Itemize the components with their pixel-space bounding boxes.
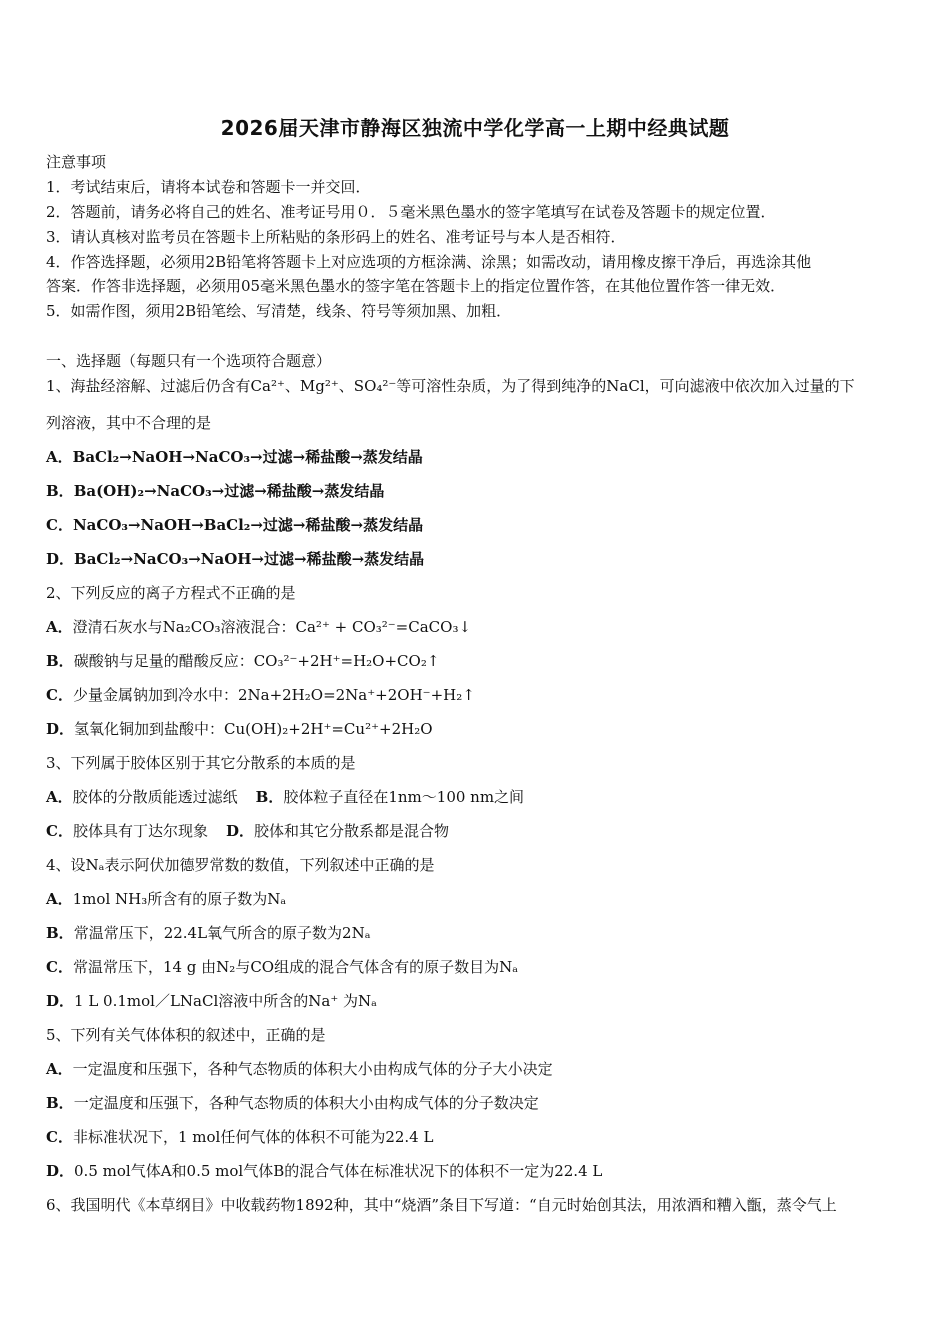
question-6-stem: 6、我国明代《本草纲目》中收载药物1892种，其中“烧酒”条目下写道：“自元时始创其法，用浓酒和糟入甑，蒸令气上 — [46, 1196, 837, 1214]
option-text: 胶体和其它分散系都是混合物 — [253, 822, 449, 840]
question-1-option-c — [46, 515, 423, 535]
question-1-stem-cont: 列溶液，其中不合理的是 — [46, 414, 212, 432]
option-text: BaCl₂→NaCO₃→NaOH→过滤→稀盐酸→蒸发结晶 — [74, 550, 425, 568]
question-1-option-d — [46, 549, 424, 569]
question-4-option-c — [46, 957, 518, 977]
notice-item-5: 5．如需作图，须用2B铅笔绘、写清楚，线条、符号等须加黑、加粗． — [46, 302, 512, 320]
notice-heading: 注意事项 — [46, 153, 107, 171]
option-text: 一定温度和压强下，各种气态物质的体积大小由构成气体的分子数决定 — [73, 1094, 539, 1112]
notice-item-4-cont: 答案．作答非选择题，必须用05毫米黑色墨水的签字笔在答题卡上的指定位置作答，在其他位置作答一律无效． — [46, 277, 786, 295]
question-4-option-d — [46, 991, 377, 1011]
option-label: A． — [46, 890, 73, 908]
notice-item-2: 2．答题前，请务必将自己的姓名、准考证号用０．５毫米黑色墨水的签字笔填写在试卷及答题卡的规定位置． — [46, 203, 776, 221]
option-label: C． — [46, 516, 73, 534]
option-text: 1 L 0.1mol／LNaCl溶液中所含的Na⁺ 为Nₐ — [74, 992, 377, 1010]
question-2-option-d — [46, 719, 433, 739]
question-5-option-c — [46, 1127, 433, 1147]
option-label: B． — [46, 924, 74, 942]
notice-item-4: 4．作答选择题，必须用2B铅笔将答题卡上对应选项的方框涂满、涂黑；如需改动，请用橡皮擦干净后，再选涂其他 — [46, 253, 812, 271]
question-4-option-b — [46, 923, 371, 943]
option-text: 胶体具有丁达尔现象 — [72, 822, 208, 840]
option-text: NaCO₃→NaOH→BaCl₂→过滤→稀盐酸→蒸发结晶 — [72, 516, 424, 534]
option-label: D． — [46, 550, 75, 568]
option-text: 澄清石灰水与Na₂CO₃溶液混合：Ca²⁺ + CO₃²⁻=CaCO₃↓ — [72, 618, 472, 636]
option-text: 胶体粒子直径在1nm～100 nm之间 — [283, 788, 525, 806]
section-heading: 一、选择题（每题只有一个选项符合题意） — [46, 352, 332, 370]
option-label: D． — [46, 720, 75, 738]
option-text: BaCl₂→NaOH→NaCO₃→过滤→稀盐酸→蒸发结晶 — [72, 448, 423, 466]
option-text: 0.5 mol气体A和0.5 mol气体B的混合气体在标准状况下的体积不一定为22.4 L — [74, 1162, 603, 1180]
question-5-option-b — [46, 1093, 539, 1113]
notice-item-3: 3．请认真核对监考员在答题卡上所粘贴的条形码上的姓名、准考证号与本人是否相符． — [46, 228, 626, 246]
option-text: 一定温度和压强下，各种气态物质的体积大小由构成气体的分子大小决定 — [72, 1060, 553, 1078]
option-label: A． — [46, 448, 73, 466]
question-2-option-a — [46, 617, 471, 637]
question-2-option-c — [46, 685, 475, 705]
option-label: A． — [46, 618, 73, 636]
option-text: 氢氧化铜加到盐酸中：Cu(OH)₂+2H⁺=Cu²⁺+2H₂O — [74, 720, 433, 738]
option-label: C． — [46, 686, 73, 704]
option-label: B． — [255, 788, 284, 806]
option-label: C． — [46, 822, 73, 840]
question-4-stem: 4、设Nₐ表示阿伏加德罗常数的数值，下列叙述中正确的是 — [46, 856, 435, 874]
question-2-stem: 2、下列反应的离子方程式不正确的是 — [46, 584, 296, 602]
option-text: 碳酸钠与足量的醋酸反应：CO₃²⁻+2H⁺=H₂O+CO₂↑ — [73, 652, 440, 670]
question-1-stem: 1、海盐经溶解、过滤后仍含有Ca²⁺、Mg²⁺、SO₄²⁻等可溶性杂质，为了得到纯净的NaCl，可向滤液中依次加入过量的下 — [46, 377, 855, 395]
option-text: 常温常压下，22.4L氧气所含的原子数为2Nₐ — [73, 924, 371, 942]
page-title: 2026届天津市静海区独流中学化学高一上期中经典试题 — [220, 116, 730, 140]
question-4-option-a — [46, 889, 286, 909]
question-3-options-cd — [46, 821, 449, 841]
option-text: 非标准状况下，1 mol任何气体的体积不可能为22.4 L — [72, 1128, 434, 1146]
question-3-options-ab — [46, 787, 524, 807]
option-text: 1mol NH₃所含有的原子数为Nₐ — [72, 890, 287, 908]
option-text: 胶体的分散质能透过滤纸 — [72, 788, 238, 806]
option-text: Ba(OH)₂→NaCO₃→过滤→稀盐酸→蒸发结晶 — [73, 482, 385, 500]
question-5-stem: 5、下列有关气体体积的叙述中，正确的是 — [46, 1026, 326, 1044]
option-label: C． — [46, 958, 73, 976]
option-label: D． — [46, 992, 75, 1010]
option-label: B． — [46, 482, 74, 500]
question-5-option-a — [46, 1059, 553, 1079]
option-label: A． — [46, 788, 73, 806]
question-5-option-d — [46, 1161, 602, 1181]
option-label: A． — [46, 1060, 73, 1078]
option-label: D． — [46, 1162, 75, 1180]
question-1-option-b — [46, 481, 384, 501]
option-label: C． — [46, 1128, 73, 1146]
option-text: 少量金属钠加到冷水中：2Na+2H₂O=2Na⁺+2OH⁻+H₂↑ — [72, 686, 475, 704]
notice-item-1: 1．考试结束后，请将本试卷和答题卡一并交回． — [46, 178, 371, 196]
question-1-option-a — [46, 447, 423, 467]
question-3-stem: 3、下列属于胶体区别于其它分散系的本质的是 — [46, 754, 356, 772]
option-text: 常温常压下，14 g 由N₂与CO组成的混合气体含有的原子数目为Nₐ — [72, 958, 519, 976]
option-label: B． — [46, 1094, 74, 1112]
question-2-option-b — [46, 651, 439, 671]
option-label: B． — [46, 652, 74, 670]
option-label: D． — [225, 822, 254, 840]
